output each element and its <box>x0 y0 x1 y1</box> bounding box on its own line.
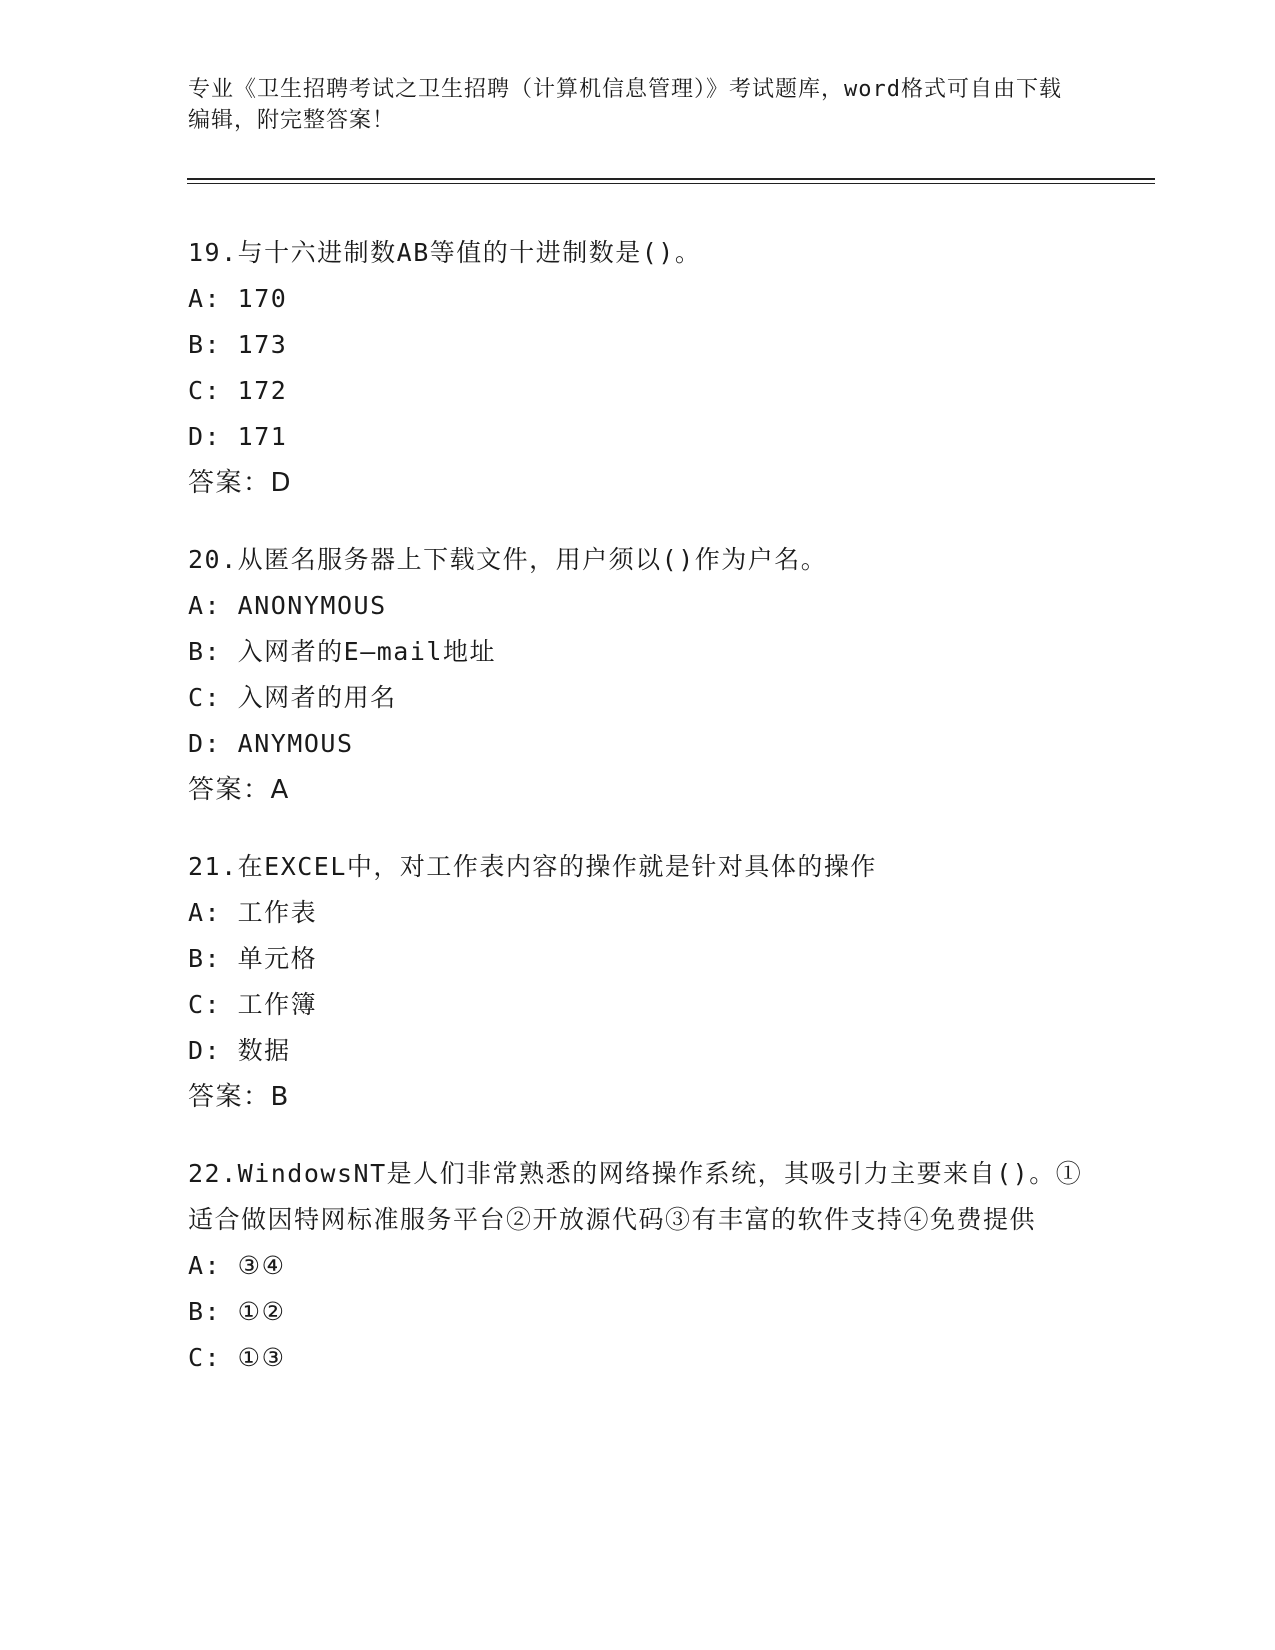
option-a: A: ③④ <box>188 1251 286 1280</box>
question-19 <box>188 230 1088 506</box>
option-c: C: ①③ <box>188 1343 286 1372</box>
option-c: C: 入网者的用名 <box>188 683 397 712</box>
question-stem: 20.从匿名服务器上下载文件，用户须以()作为户名。 <box>188 545 828 574</box>
answer: 答案：D <box>188 468 293 498</box>
option-b: B: ①② <box>188 1297 286 1326</box>
option-b: B: 入网者的E—mail地址 <box>188 637 496 666</box>
answer: 答案：A <box>188 775 290 805</box>
option-c: C: 172 <box>188 376 288 405</box>
question-20 <box>188 537 1088 813</box>
option-a: A: 工作表 <box>188 898 318 927</box>
question-list <box>188 230 1088 1412</box>
question-21 <box>188 844 1088 1120</box>
question-stem: 22.WindowsNT是人们非常熟悉的网络操作系统，其吸引力主要来自()。①适合做因特网标准服务平台②开放源代码③有丰富的软件支持④免费提供 <box>188 1159 1083 1234</box>
answer: 答案：B <box>188 1082 290 1112</box>
option-d: D: 171 <box>188 422 288 451</box>
option-b: B: 单元格 <box>188 944 318 973</box>
header-divider-thin <box>187 183 1155 184</box>
option-a: A: 170 <box>188 284 288 313</box>
question-stem: 19.与十六进制数AB等值的十进制数是()。 <box>188 238 702 267</box>
option-b: B: 173 <box>188 330 288 359</box>
question-stem: 21.在EXCEL中，对工作表内容的操作就是针对具体的操作 <box>188 852 877 881</box>
document-header: 专业《卫生招聘考试之卫生招聘（计算机信息管理）》考试题库，word格式可自由下载编辑，附完整答案！ <box>188 77 1062 133</box>
option-a: A: ANONYMOUS <box>188 591 387 620</box>
question-22 <box>188 1151 1088 1381</box>
option-d: D: 数据 <box>188 1036 291 1065</box>
option-d: D: ANYMOUS <box>188 729 354 758</box>
header-divider <box>187 178 1155 180</box>
option-c: C: 工作簿 <box>188 990 318 1019</box>
